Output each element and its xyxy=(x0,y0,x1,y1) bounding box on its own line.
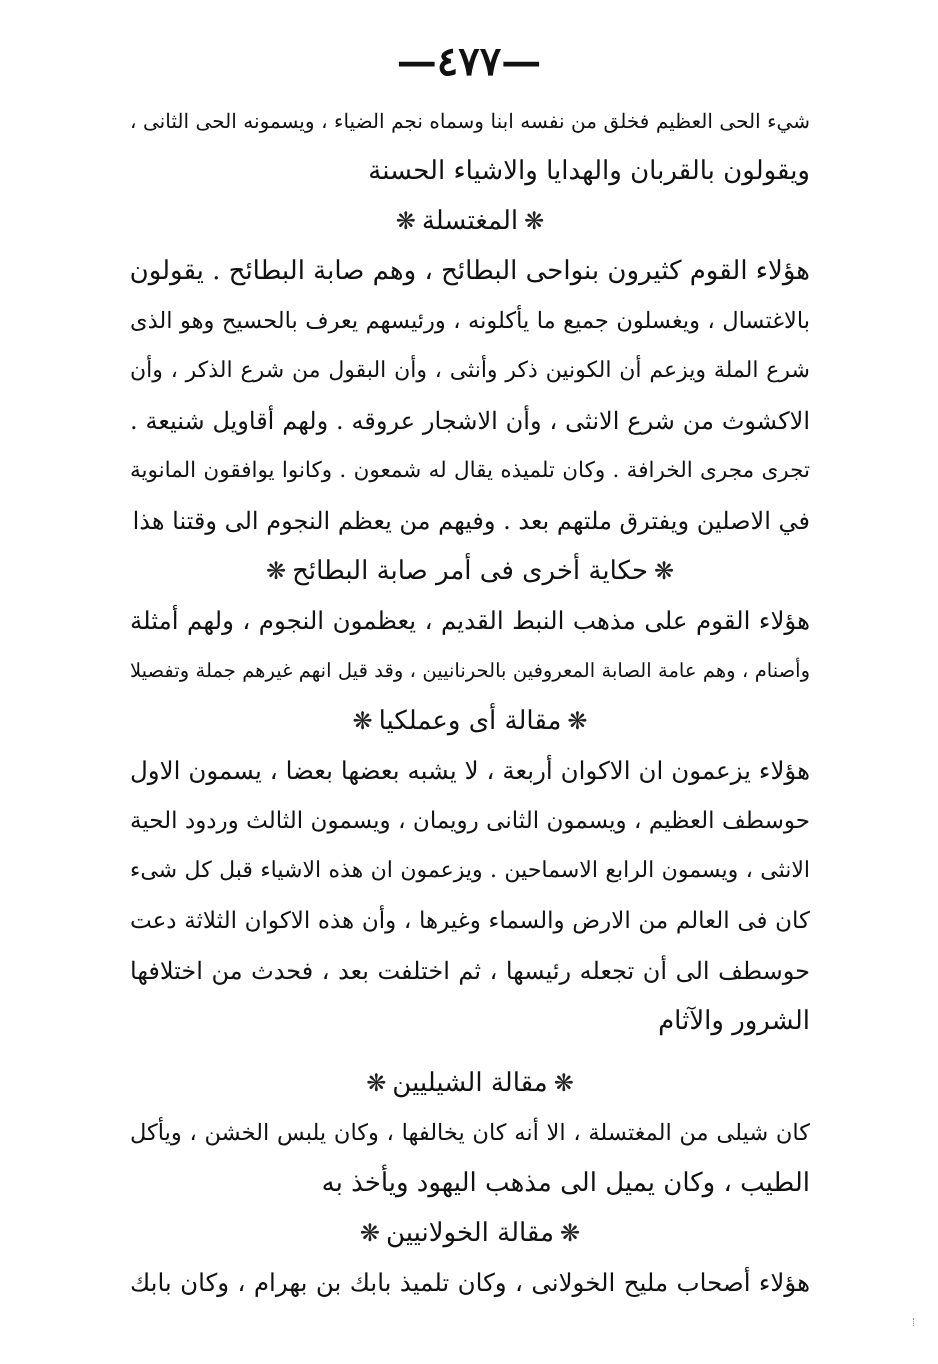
text-line: ويقولون بالقربان والهدايا والاشياء الحسنة xyxy=(368,156,810,186)
section-heading xyxy=(130,196,810,246)
page-number: —٤٧٧— xyxy=(396,38,542,85)
flower-ornament-icon: ❋ xyxy=(560,1219,581,1247)
text-line: بالاغتسال ، ويغسلون جميع ما يأكلونه ، ورئيسهم يعرف بالحسيح وهو الذى xyxy=(130,308,810,334)
text-line: كان فى العالم من الارض والسماء وغيرها ، وأن هذه الاكوان الثلاثة دعت xyxy=(130,908,810,934)
text-line: هؤلاء أصحاب مليح الخولانى ، وكان تلميذ بابك بن بهرام ، وكان بابك xyxy=(130,1268,810,1297)
text-line: شرع الملة ويزعم أن الكونين ذكر وأنثى ، وأن البقول من شرع الذكر ، وأن xyxy=(130,358,810,383)
flower-ornament-icon: ❋ xyxy=(352,707,373,735)
section-heading xyxy=(130,1208,810,1258)
section-heading-text: المغتسلة xyxy=(421,206,519,236)
text-line: هؤلاء القوم كثيرون بنواحى البطائح ، وهم صابة البطائح . يقولون xyxy=(130,256,810,286)
text-line: الاكشوث من شرع الانثى ، وأن الاشجار عروقه . ولهم أقاويل شنيعة . xyxy=(130,407,810,435)
paragraph-gap xyxy=(130,1046,810,1058)
section-heading-text: مقالة الخولانيين xyxy=(385,1218,555,1248)
margin-mark xyxy=(913,1318,920,1326)
section-heading-text: حكاية أخرى فى أمر صابة البطائح xyxy=(292,556,648,586)
section-heading xyxy=(130,1058,810,1108)
flower-ornament-icon: ❋ xyxy=(366,1069,387,1097)
text-line: وأصنام ، وهم عامة الصابة المعروفين بالحرنانيين ، وقد قيل انهم غيرهم جملة وتفصيلا xyxy=(130,659,810,682)
text-line: الشرور والآثام xyxy=(658,1006,810,1036)
page-body-text xyxy=(130,96,810,1308)
section-heading xyxy=(130,546,810,596)
text-line: تجرى مجرى الخرافة . وكان تلميذه يقال له شمعون . وكانوا يوافقون المانوية xyxy=(130,458,810,483)
flower-ornament-icon: ❋ xyxy=(567,707,588,735)
text-line: هؤلاء القوم على مذهب النبط القديم ، يعظمون النجوم ، ولهم أمثلة xyxy=(130,606,810,635)
text-line: شيء الحى العظيم فخلق من نفسه ابنا وسماه نجم الضياء ، ويسمونه الحى الثانى ، xyxy=(130,109,810,133)
flower-ornament-icon: ❋ xyxy=(553,1069,574,1097)
flower-ornament-icon: ❋ xyxy=(524,207,545,235)
text-line: الانثى ، ويسمون الرابع الاسماحين . ويزعمون ان هذه الاشياء قبل كل شىء xyxy=(130,858,810,883)
section-heading-text: مقالة الشيليين xyxy=(392,1068,548,1098)
flower-ornament-icon: ❋ xyxy=(265,557,287,585)
text-line: في الاصلين ويفترق ملتهم بعد . وفيهم من يعظم النجوم الى وقتنا هذا xyxy=(132,507,810,535)
text-line: حوسطف العظيم ، ويسمون الثانى رويمان ، ويسمون الثالث وردود الحية xyxy=(130,808,810,834)
section-heading xyxy=(130,696,810,746)
flower-ornament-icon: ❋ xyxy=(395,207,416,235)
section-heading-text: مقالة أى وعملكيا xyxy=(378,706,562,736)
flower-ornament-icon: ❋ xyxy=(653,557,675,585)
text-line: كان شيلى من المغتسلة ، الا أنه كان يخالفها ، وكان يلبس الخشن ، ويأكل xyxy=(130,1120,810,1146)
text-line: الطيب ، وكان يميل الى مذهب اليهود ويأخذ به xyxy=(321,1168,810,1198)
text-line: حوسطف الى أن تجعله رئيسها ، ثم اختلفت بعد ، فحدث من اختلافها xyxy=(130,957,810,985)
text-line: هؤلاء يزعمون ان الاكوان أربعة ، لا يشبه بعضها بعضا ، يسمون الاول xyxy=(130,756,810,785)
flower-ornament-icon: ❋ xyxy=(359,1219,380,1247)
